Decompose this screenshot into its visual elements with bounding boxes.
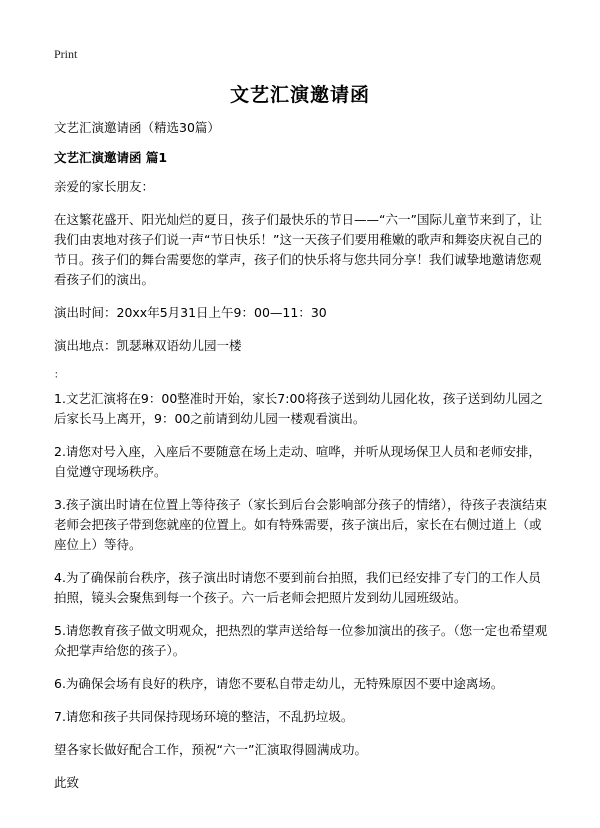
notice-item-4: 4.为了确保前台秩序，孩子演出时请您不要到前台拍照，我们已经安排了专门的工作人员拍照，镜头会聚焦到每一个孩子。六一后老师会把照片发到幼儿园班级站。 — [54, 570, 541, 605]
closing-paragraph: 望各家长做好配合工作，预祝“六一”汇演取得圆满成功。 — [54, 742, 367, 757]
performance-time: 演出时间：20xx年5月31日上午9：00—11：30 — [54, 305, 327, 320]
document-subtitle: 文艺汇演邀请函（精选30篇） — [54, 120, 220, 135]
document-body — [54, 118, 550, 806]
performance-location: 演出地点：凯瑟琳双语幼儿园一楼 — [54, 338, 242, 353]
stray-marker: ： — [54, 370, 64, 381]
print-link[interactable]: Print — [54, 47, 78, 61]
section-heading: 文艺汇演邀请函 篇1 — [54, 150, 168, 165]
notice-item-6: 6.为确保会场有良好的秩序，请您不要私自带走幼儿，无特殊原因不要中途离场。 — [54, 676, 504, 691]
sign-off: 此致 — [54, 775, 80, 790]
notice-item-3: 3.孩子演出时请在位置上等待孩子（家长到后台会影响部分孩子的情绪），待孩子表演结束老师会把孩子带到您就座的位置上。如有特殊需要，孩子演出后，家长在右侧过道上（或座位上）等待。 — [54, 497, 548, 552]
document-title: 文艺汇演邀请函 — [229, 84, 370, 106]
notice-item-2: 2.请您对号入座，入座后不要随意在场上走动、喧哗，并听从现场保卫人员和老师安排，自觉遵守现场秩序。 — [54, 444, 541, 479]
notice-item-1: 1.文艺汇演将在9：00整准时开始，家长7:00将孩子送到幼儿园化妆，孩子送到幼儿园之后家长马上离开，9：00之前请到幼儿园一楼观看演出。 — [54, 391, 543, 426]
intro-paragraph: 在这繁花盛开、阳光灿烂的夏日，孩子们最快乐的节日——“六一”国际儿童节来到了，让我们由衷地对孩子们说一声“节日快乐！”这一天孩子们要用稚嫩的歌声和舞姿庆祝自己的节日。孩子们的舞台需要您的掌声，孩子们的快乐将与您共同分享！我们诚挚地邀请您观看孩子们的演出。 — [54, 212, 542, 287]
notice-item-7: 7.请您和孩子共同保持现场环境的整洁，不乱扔垃圾。 — [54, 709, 354, 724]
notice-item-5: 5.请您教育孩子做文明观众，把热烈的掌声送给每一位参加演出的孩子。（您一定也希望观众把掌声给您的孩子）。 — [54, 623, 548, 658]
greeting: 亲爱的家长朋友： — [54, 179, 155, 194]
